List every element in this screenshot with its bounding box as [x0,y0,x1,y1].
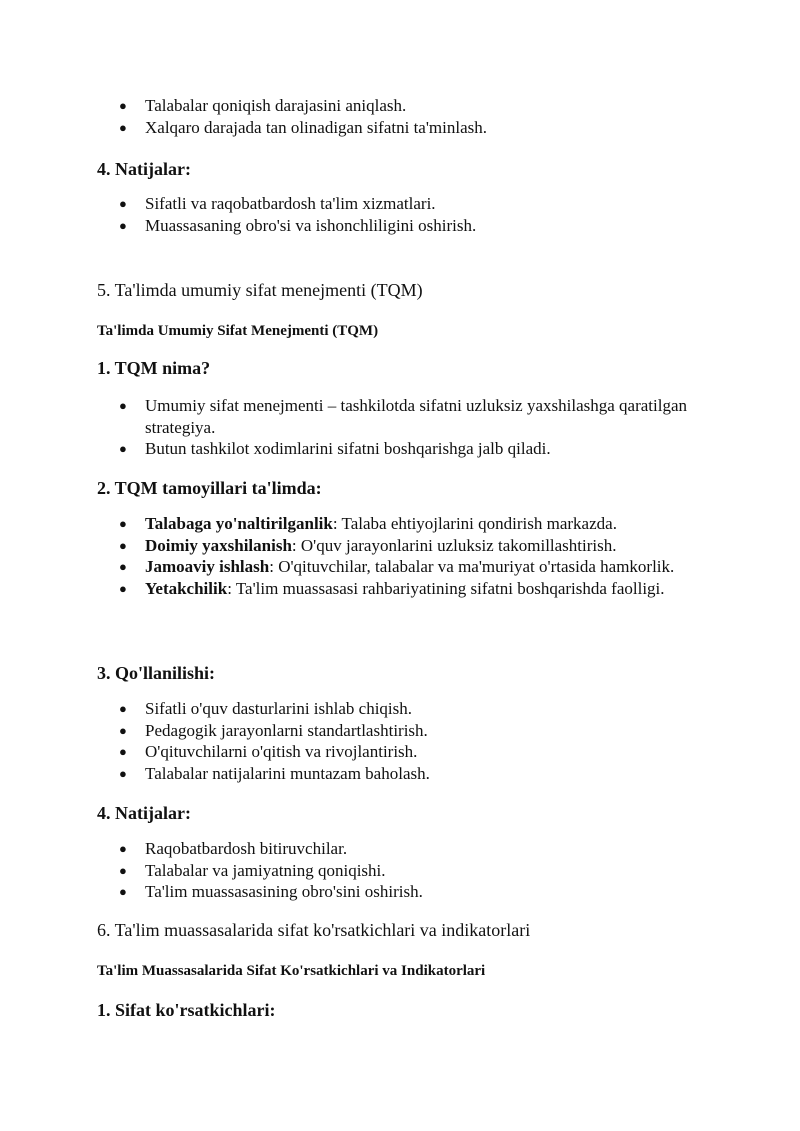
list-item: ● Yetakchilik: Ta'lim muassasasi rahbariyatining sifatni boshqarishda faolligi. [119,578,665,598]
bullet-icon: ● [119,744,127,759]
list-item: ● Sifatli va raqobatbardosh ta'lim xizmatlari. [119,194,436,213]
bullet-icon: ● [119,196,127,211]
list-item: ● Sifatli o'quv dasturlarini ishlab chiqish. [119,699,413,718]
tqm-principles-list [97,513,700,599]
list-item: ● O'qituvchilarni o'qitish va rivojlantirish. [119,742,418,761]
principle-term: Yetakchilik [145,578,228,598]
bullet-icon: ● [119,559,127,574]
list-item: ● Ta'lim muassasasining obro'sini oshirish. [119,882,423,901]
quality-indicators-heading: 1. Sifat ko'rsatkichlari: [97,1000,276,1020]
tqm-application-heading: 3. Qo'llanilishi: [97,663,216,683]
list-item: ● Talabalar natijalarini muntazam baholash. [119,763,430,783]
tqm-results-list [97,838,700,903]
list-item: ● Talabaga yo'naltirilganlik: Talaba ehtiyojlarini qondirish markazda. [119,514,617,533]
principle-term: Talabaga yo'naltirilganlik [145,514,333,533]
list-item: ● Xalqaro darajada tan olinadigan sifatni ta'minlash. [119,117,488,137]
list-item: ● Muassasaning obro'si va ishonchliligini oshirish. [119,215,477,235]
bullet-icon: ● [119,217,127,233]
principle-term: Doimiy yaxshilanish [145,535,292,555]
topic-6-title: 6. Ta'lim muassasalarida sifat ko'rsatkichlari va indikatorlari [97,920,531,940]
list-item: ● Umumiy sifat menejmenti – tashkilotda sifatni uzluksiz yaxshilashga qaratilgan strategiya. [119,396,687,437]
bullet-icon: ● [119,516,127,531]
bullet-icon: ● [119,580,127,596]
bullet-icon: ● [119,862,127,878]
tqm-what-heading: 1. TQM nima? [97,358,211,378]
topic-5-subtitle: Ta'limda Umumiy Sifat Menejmenti (TQM) [97,323,379,339]
principle-term: Jamoaviy ishlash [145,557,270,576]
bullet-icon: ● [119,119,127,135]
bullet-icon: ● [119,98,127,113]
list-item: ● Pedagogik jarayonlarni standartlashtirish. [119,720,428,740]
list-item: ● Jamoaviy ishlash: O'qituvchilar, talabalar va ma'muriyat o'rtasida hamkorlik. [119,557,675,576]
results-heading: 4. Natijalar: [97,159,191,179]
list-item: ● Talabalar va jamiyatning qoniqishi. [119,860,386,880]
results-list [97,193,700,236]
topic-5-title: 5. Ta'limda umumiy sifat menejmenti (TQM) [97,280,423,300]
tqm-principles-heading: 2. TQM tamoyillari ta'limda: [97,478,322,498]
list-item: ● Butun tashkilot xodimlarini sifatni boshqarishga jalb qiladi. [119,439,551,458]
bullet-icon: ● [119,722,127,738]
bullet-icon: ● [119,765,127,781]
bullet-icon: ● [119,537,127,553]
bullet-icon: ● [119,841,127,856]
list-item: ● Doimiy yaxshilanish: O'quv jarayonlarini uzluksiz takomillashtirish. [119,535,617,555]
list-item: ● Raqobatbardosh bitiruvchilar. [119,839,348,858]
list-item: ● Talabalar qoniqish darajasini aniqlash. [119,96,407,115]
prev-goals-list [97,95,700,138]
tqm-what-list [97,395,700,460]
bullet-icon: ● [119,701,127,716]
bullet-icon: ● [119,884,127,899]
bullet-icon: ● [119,441,127,456]
tqm-application-list [97,698,700,784]
tqm-results-heading: 4. Natijalar: [97,803,191,823]
bullet-icon: ● [119,398,127,413]
topic-6-subtitle: Ta'lim Muassasalarida Sifat Ko'rsatkichlari va Indikatorlari [97,963,486,979]
